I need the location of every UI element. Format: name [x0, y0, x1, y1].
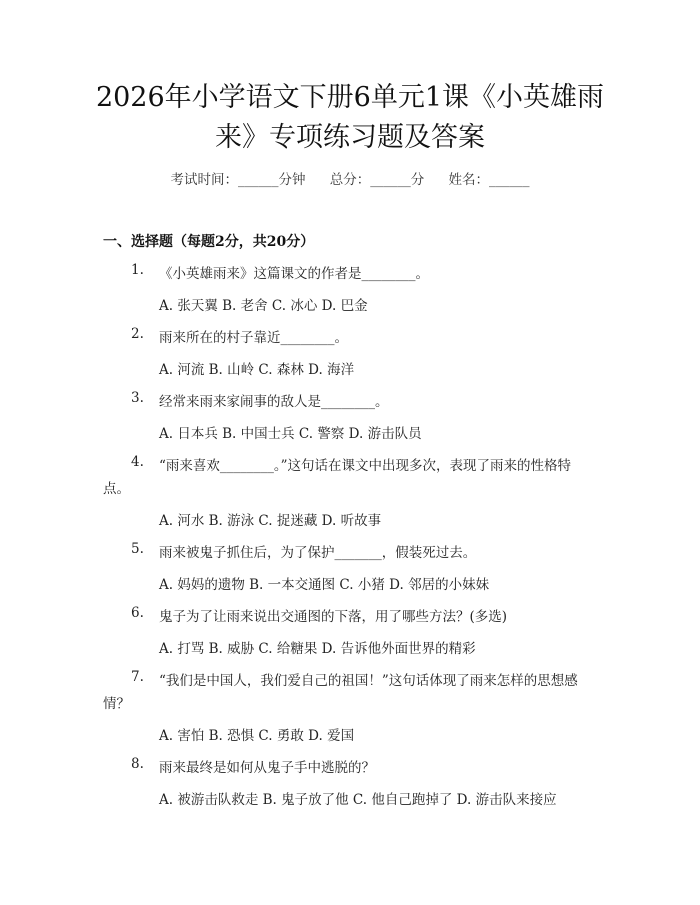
page-title: [70, 78, 630, 158]
question-4-options: A. 河水 B. 游泳 C. 捉迷藏 D. 听故事: [159, 513, 382, 529]
question-1-options: A. 张天翼 B. 老舍 C. 冰心 D. 巴金: [159, 298, 368, 314]
question-6-number: 6.: [131, 605, 144, 621]
section-heading: 一、选择题（每题2分，共20分）: [103, 234, 315, 250]
question-2-text: 雨来所在的村子靠近________。: [159, 330, 348, 346]
question-text: 《小英雄雨来》这篇课文的作者是________。: [159, 266, 429, 282]
question-6-options: A. 打骂 B. 威胁 C. 给糖果 D. 告诉他外面世界的精彩: [159, 641, 476, 657]
question-2-options: A. 河流 B. 山岭 C. 森林 D. 海洋: [159, 362, 355, 378]
question-4-text-line2: 点。: [103, 481, 130, 497]
exam-time-field: 考试时间：______分钟: [170, 172, 306, 188]
question-8-number: 8.: [131, 756, 144, 772]
question-7-options: A. 害怕 B. 恐惧 C. 勇敢 D. 爱国: [159, 728, 355, 744]
question-5-number: 5.: [131, 541, 144, 557]
question-3-text: 经常来雨来家闹事的敌人是________。: [159, 394, 389, 410]
question-7-text-line1: “我们是中国人，我们爱自己的祖国！”这句话体现了雨来怎样的思想感: [159, 673, 578, 689]
total-score-field: 总分：______分: [329, 172, 425, 188]
question-5-options: A. 妈妈的遗物 B. 一本交通图 C. 小猪 D. 邻居的小妹妹: [159, 577, 490, 593]
student-name-field: 姓名：______: [448, 172, 530, 188]
question-7-number: 7.: [131, 669, 144, 685]
question-3-options: A. 日本兵 B. 中国士兵 C. 警察 D. 游击队员: [159, 426, 422, 442]
question-4-number: 4.: [131, 454, 144, 470]
question-7-text-line2: 情？: [103, 696, 130, 712]
question-number: 1.: [131, 262, 144, 278]
question-3-number: 3.: [131, 390, 144, 406]
title-line-2: 来》专项练习题及答案: [215, 122, 485, 153]
question-4-text-line1: “雨来喜欢________。”这句话在课文中出现多次，表现了雨来的性格特: [159, 458, 572, 474]
question-8-options: A. 被游击队救走 B. 鬼子放了他 C. 他自己跑掉了 D. 游击队来接应: [159, 792, 557, 808]
question-2-number: 2.: [131, 326, 144, 342]
title-line-1: 2026年小学语文下册6单元1课《小英雄雨: [95, 82, 605, 113]
question-5-text: 雨来被鬼子抓住后，为了保护_______，假装死过去。: [159, 545, 477, 561]
exam-info: [0, 168, 700, 188]
question-8-text: 雨来最终是如何从鬼子手中逃脱的？: [159, 760, 375, 776]
question-6-text: 鬼子为了让雨来说出交通图的下落，用了哪些方法？(多选): [159, 609, 508, 625]
